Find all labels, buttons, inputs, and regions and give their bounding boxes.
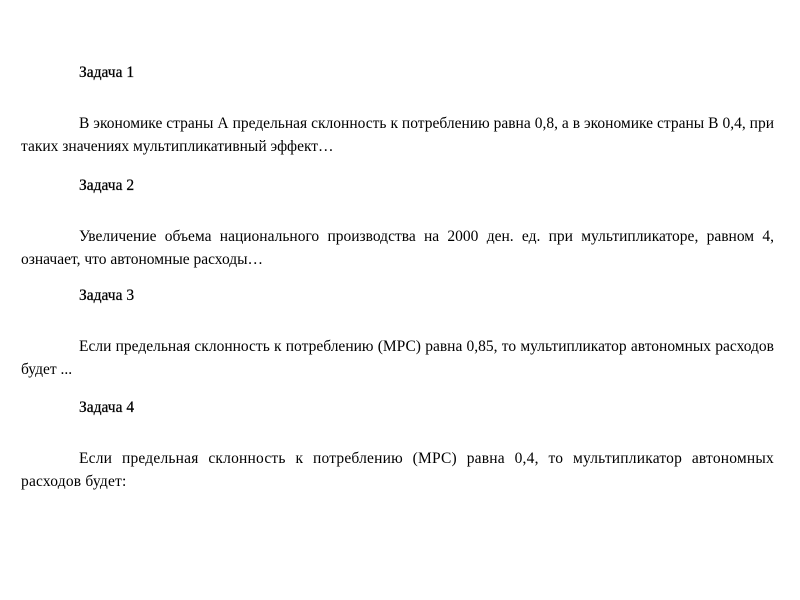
document-page [21, 0, 774, 600]
task-3-text: Если предельная склонность к потреблению (МРС) равна 0,85, то мультипликатор автономных расходов будет ... [21, 338, 774, 378]
task-2-title: Задача 2 [79, 177, 135, 194]
task-4 [21, 396, 774, 493]
task-4-text: Если предельная склонность к потреблению (МРС) равна 0,4, то мультипликатор автономных расходов будет: [21, 450, 774, 490]
task-1 [21, 61, 774, 158]
task-4-title: Задача 4 [79, 399, 135, 416]
task-2-text: Увеличение объема национального производства на 2000 ден. ед. при мультипликаторе, равном 4, означает, что автономные расходы… [21, 228, 774, 268]
task-1-title: Задача 1 [79, 64, 135, 81]
task-2 [21, 174, 774, 271]
task-3 [21, 284, 774, 381]
task-1-text: В экономике страны А предельная склонность к потреблению равна 0,8, а в экономике страны В 0,4, при таких значениях мультипликативный эффект… [21, 115, 774, 155]
task-3-title: Задача 3 [79, 287, 135, 304]
